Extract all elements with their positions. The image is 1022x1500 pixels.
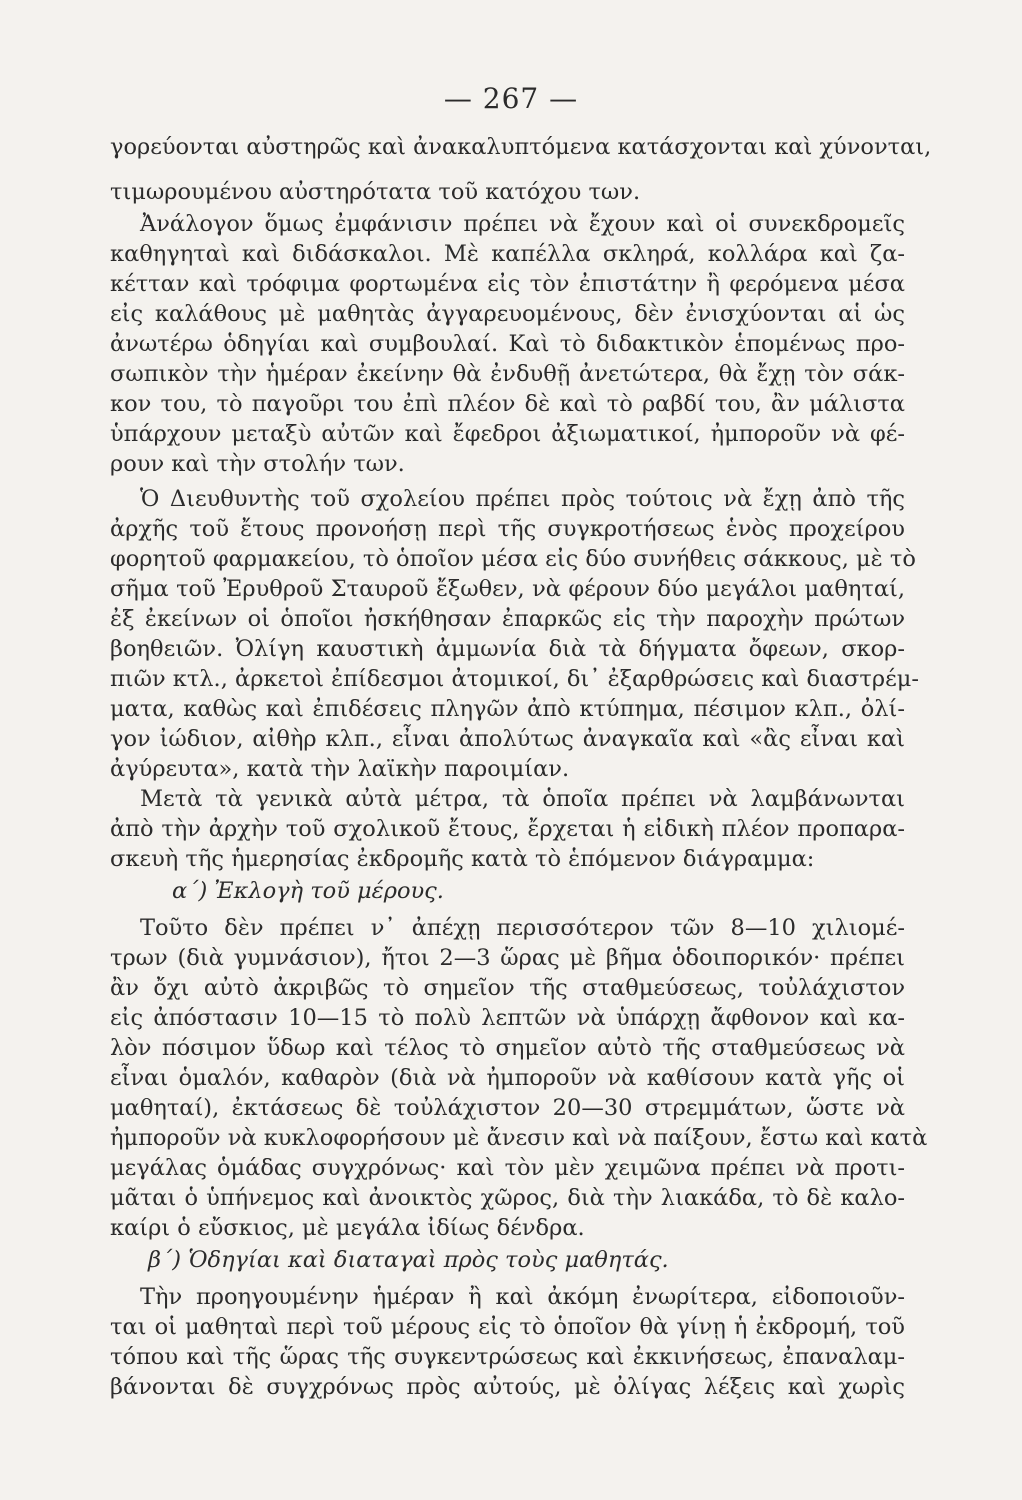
text-line: λὸν πόσιμον ὕδωρ καὶ τέλος τὸ σημεῖον αὐτὸ τῆς σταθμεύσεως νὰ xyxy=(110,1035,905,1061)
text-line: ἀρχῆς τοῦ ἔτους προνοήσῃ περὶ τῆς συγκροτήσεως ἑνὸς προχείρου xyxy=(110,516,905,542)
text-line: μᾶται ὁ ὑπήνεμος καὶ ἀνοικτὸς χῶρος, διὰ τὴν λιακάδα, τὸ δὲ καλο- xyxy=(110,1185,905,1211)
text-line: ρουν καὶ τὴν στολήν των. xyxy=(110,451,405,477)
section-heading: α´) Ἐκλογὴ τοῦ μέρους. xyxy=(172,878,444,904)
text-line: τόπου καὶ τῆς ὥρας τῆς συγκεντρώσεως καὶ ἐκκινήσεως, ἐπαναλαμ- xyxy=(110,1344,905,1370)
text-line: ὑπάρχουν μεταξὺ αὐτῶν καὶ ἔφεδροι ἀξιωματικοί, ἠμποροῦν νὰ φέ- xyxy=(110,421,905,447)
text-line: Μετὰ τὰ γενικὰ αὐτὰ μέτρα, τὰ ὁποῖα πρέπει νὰ λαμβάνωνται xyxy=(140,786,905,812)
text-line: ται οἱ μαθηταὶ περὶ τοῦ μέρους εἰς τὸ ὁποῖον θὰ γίνῃ ἡ ἐκδρομή, τοῦ xyxy=(110,1314,905,1340)
text-line: ματα, καθὼς καὶ ἐπιδέσεις πληγῶν ἀπὸ κτύπημα, πέσιμον κλπ., ὀλί- xyxy=(110,696,905,722)
text-line: εἶναι ὁμαλόν, καθαρὸν (διὰ νὰ ἠμποροῦν νὰ καθίσουν κατὰ γῆς οἱ xyxy=(110,1065,905,1091)
text-line: τιμωρουμένου αὐστηρότατα τοῦ κατόχου των. xyxy=(110,179,641,205)
text-line: φορητοῦ φαρμακείου, τὸ ὁποῖον μέσα εἰς δύο συνήθεις σάκκους, μὲ τὸ xyxy=(110,546,916,572)
text-line: κέτταν καὶ τρόφιμα φορτωμένα εἰς τὸν ἐπιστάτην ἢ φερόμενα μέσα xyxy=(110,271,905,297)
text-line: εἰς ἀπόστασιν 10—15 τὸ πολὺ λεπτῶν νὰ ὑπάρχῃ ἄφθονον καὶ κα- xyxy=(110,1005,905,1031)
text-line: ἀπὸ τὴν ἀρχὴν τοῦ σχολικοῦ ἔτους, ἔρχεται ἡ εἰδικὴ πλέον προπαρα- xyxy=(110,816,905,842)
text-line: μαθηταί), ἐκτάσεως δὲ τοὐλάχιστον 20—30 στρεμμάτων, ὥστε νὰ xyxy=(110,1095,905,1121)
text-line: γορεύονται αὐστηρῶς καὶ ἀνακαλυπτόμενα κατάσχονται καὶ χύνονται, xyxy=(110,134,932,160)
text-line: Τοῦτο δὲν πρέπει ν᾽ ἀπέχῃ περισσότερον τῶν 8—10 χιλιομέ- xyxy=(140,915,905,941)
text-line: ἀνωτέρω ὁδηγίαι καὶ συμβουλαί. Καὶ τὸ διδακτικὸν ἑπομένως προ- xyxy=(110,331,905,357)
text-line: πιῶν κτλ., ἀρκετοὶ ἐπίδεσμοι ἀτομικοί, δι᾽ ἐξαρθρώσεις καὶ διαστρέμ- xyxy=(110,666,919,692)
text-line: καίρι ὁ εὔσκιος, μὲ μεγάλα ἰδίως δένδρα. xyxy=(110,1215,585,1241)
text-line: κον του, τὸ παγοῦρι του ἐπὶ πλέον δὲ καὶ τὸ ραβδί του, ἂν μάλιστα xyxy=(110,391,905,417)
section-heading: β´) Ὁδηγίαι καὶ διαταγαὶ πρὸς τοὺς μαθητάς. xyxy=(148,1247,669,1273)
text-line: εἰς καλάθους μὲ μαθητὰς ἀγγαρευομένους, δὲν ἐνισχύονται αἱ ὡς xyxy=(110,301,905,327)
text-line: μεγάλας ὁμάδας συγχρόνως· καὶ τὸν μὲν χειμῶνα πρέπει νὰ προτι- xyxy=(110,1155,905,1181)
text-line: Ἀνάλογον ὅμως ἐμφάνισιν πρέπει νὰ ἔχουν καὶ οἱ συνεκδρομεῖς xyxy=(140,211,905,237)
text-line: Ὁ Διευθυντὴς τοῦ σχολείου πρέπει πρὸς τούτοις νὰ ἔχῃ ἀπὸ τῆς xyxy=(140,486,905,512)
text-line: καθηγηταὶ καὶ διδάσκαλοι. Μὲ καπέλλα σκληρά, κολλάρα καὶ ζα- xyxy=(110,241,905,267)
text-line: σωπικὸν τὴν ἡμέραν ἐκείνην θὰ ἐνδυθῇ ἀνετώτερα, θὰ ἔχῃ τὸν σάκ- xyxy=(110,361,905,387)
text-line: ἐξ ἐκείνων οἱ ὁποῖοι ἠσκήθησαν ἐπαρκῶς εἰς τὴν παροχὴν πρώτων xyxy=(110,606,905,632)
text-line: σκευὴ τῆς ἡμερησίας ἐκδρομῆς κατὰ τὸ ἑπόμενον διάγραμμα: xyxy=(110,846,815,872)
text-line: βάνονται δὲ συγχρόνως πρὸς αὐτούς, μὲ ὀλίγας λέξεις καὶ χωρὶς xyxy=(110,1374,905,1400)
text-line: σῆμα τοῦ Ἐρυθροῦ Σταυροῦ ἔξωθεν, νὰ φέρουν δύο μεγάλοι μαθηταί, xyxy=(110,576,905,602)
text-line: ἀγύρευτα», κατὰ τὴν λαϊκὴν παροιμίαν. xyxy=(110,756,570,782)
text-line: βοηθειῶν. Ὀλίγη καυστικὴ ἀμμωνία διὰ τὰ δήγματα ὄφεων, σκορ- xyxy=(110,636,905,662)
text-line: ἂν ὄχι αὐτὸ ἀκριβῶς τὸ σημεῖον τῆς σταθμεύσεως, τοὐλάχιστον xyxy=(110,975,905,1001)
page-number: — 267 — xyxy=(443,82,579,115)
text-line: τρων (διὰ γυμνάσιον), ἤτοι 2—3 ὥρας μὲ βῆμα ὁδοιπορικόν· πρέπει xyxy=(110,945,905,971)
text-line: γον ἰώδιον, αἰθὴρ κλπ., εἶναι ἀπολύτως ἀναγκαῖα καὶ «ἂς εἶναι καὶ xyxy=(110,726,905,752)
text-line: ἠμποροῦν νὰ κυκλοφορήσουν μὲ ἄνεσιν καὶ νὰ παίξουν, ἔστω καὶ κατὰ xyxy=(110,1125,928,1151)
text-line: Τὴν προηγουμένην ἡμέραν ἢ καὶ ἀκόμη ἐνωρίτερα, εἰδοποιοῦν- xyxy=(140,1284,905,1310)
